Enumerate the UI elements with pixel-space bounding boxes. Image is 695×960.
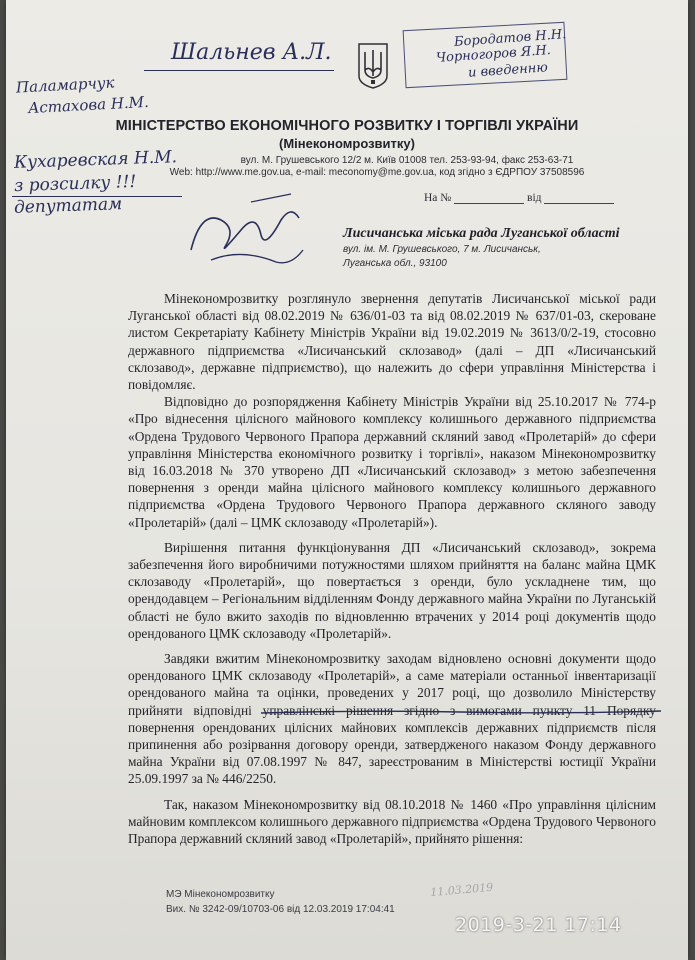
recipient-address-line-2: Луганська обл., 93100 — [343, 258, 447, 269]
number-prefix: На — [424, 192, 438, 204]
handwritten-middle-note-3: депутатам — [13, 194, 123, 218]
body-paragraph-1: Мінекономрозвитку розглянуло звернення депутатів Лисичанської міської ради Луганської області від 08.02.2019 № 636/01-03 та від 08.02.2019 № 637/01-03, скероване листом Секретаріату Кабінету Міністрів України від 19.02.2019 № 3613/0/2-19, стосовно державного підприємства «Лисичанський склозавод» (далі – ДП «Лисичанський склозавод», державне підприємство), що належить до сфери управління Міністерства і повідомляє. — [128, 291, 656, 393]
handwritten-left-note-2: Астахова Н.М. — [27, 92, 150, 118]
handwritten-middle-note-1: Кухаревская Н.М. — [13, 147, 178, 173]
registration-footer — [166, 888, 395, 917]
handwritten-underline — [144, 70, 334, 71]
body-paragraph-3: Вирішення питання функціонування ДП «Лисичанський склозавод», зокрема забезпечення його виробничими потужностями шляхом прийняття на баланс майна ЦМК склозаводу «Пролетарій», що повертається з оренди, було ускладнене тим, що орендодавцем – Регіональним відділенням Фонду державного майна України по Луганській області не було вжито заходів по відновленню втрачених у 2014 році документів щодо орендованого ЦМК склозаводу «Пролетарій». — [128, 539, 656, 641]
document-page — [6, 0, 688, 960]
footer-line-1: МЭ Мінекономрозвитку — [166, 889, 275, 900]
number-blank — [454, 192, 524, 204]
date-blank — [544, 192, 614, 204]
from-word: від — [527, 192, 542, 204]
handwritten-signature-icon — [181, 190, 311, 270]
handwritten-right-note-1: Бородатов Н.Н. — [453, 27, 567, 50]
handwritten-middle-note-2: з розсилку !!! — [13, 171, 137, 197]
footer-faint-stamp: 11.03.2019 — [429, 880, 494, 900]
handwritten-left-note-1: Паламарчук — [15, 73, 115, 97]
recipient-name: Лисичанська міська рада Луганської області — [343, 226, 620, 241]
handwritten-highlight-underline — [261, 708, 661, 716]
ministry-address: вул. М. Грушевського 12/2 м. Київ 01008 тел. 253-93-94, факс 253-63-71 — [240, 155, 574, 166]
handwritten-right-note-2: Чорногоров Я.Н. — [435, 43, 552, 66]
recipient-address — [343, 243, 543, 271]
handwritten-top-name: Шальнев А.Л. — [171, 40, 332, 65]
recipient-address-line-1: вул. ім. М. Грушевського, 7 м. Лисичанськ, — [343, 244, 541, 255]
ministry-title: МІНІСТЕРСТВО ЕКОНОМІЧНОГО РОЗВИТКУ І ТОРГІВЛІ УКРАЇНИ — [115, 118, 579, 134]
photo-timestamp: 2019-3-21 17:14 — [455, 914, 622, 936]
handwritten-right-note-3: и введенню — [467, 60, 549, 81]
ministry-contacts: Web: http://www.me.gov.ua, e-mail: meconomy@me.gov.ua, код згідно з ЄДРПОУ 37508596 — [169, 167, 585, 178]
body-paragraph-2: Відповідно до розпорядження Кабінету Міністрів України від 25.10.2017 № 774-р «Про віднесення цілісного майнового комплексу колишнього державного підприємства «Ордена Трудового Червоного Прапора державний скляний завод «Пролетарій» до сфери управління Міністерства економічного розвитку і торгівлі», наказом Мінекономрозвитку від 16.03.2018 № 370 утворено ДП «Лисичанський склозавод» з метою забезпечення повернення з оренди майна цілісного майнового комплексу колишнього державного підприємства «Ордена Трудового Червоного Прапора державного скляного заводу «Пролетарій» (далі – ЦМК склозаводу «Пролетарій»). — [128, 394, 656, 530]
footer-line-2: Вих. № 3242-09/10703-06 від 12.03.2019 17:04:41 — [166, 903, 395, 915]
trident-emblem-icon — [357, 42, 389, 90]
body-paragraph-4: Завдяки вжитим Мінекономрозвитку заходам відновлено основні документи щодо орендованого ЦМК склозаводу «Пролетарій», а саме матеріали останньої інвентаризації орендованого майна та оцінки, проведених у 2017 році, що дозволило Міністерству прийняти відповідні управлінські рішення згідно з вимогами пункту 11 Порядку повернення орендованих цілісних майнових комплексів державних підприємств після припинення або розірвання договору оренди, затвердженого наказом Фонду державного майна України від 07.08.1997 № 847, зареєстрованим в Міністерстві юстиції України 25.09.1997 за № 446/2250. — [128, 651, 656, 787]
letter-body — [128, 290, 656, 855]
reference-number-line — [424, 192, 614, 204]
number-symbol: № — [440, 192, 452, 204]
body-paragraph-5: Так, наказом Мінекономрозвитку від 08.10.2018 № 1460 «Про управління цілісним майновим комплексом колишнього державного підприємства «Ордена Трудового Червоного Прапора державний скляний завод «Пролетарій», прийнято рішення: — [128, 796, 656, 847]
ministry-short-name: (Мінекономрозвитку) — [279, 136, 415, 151]
